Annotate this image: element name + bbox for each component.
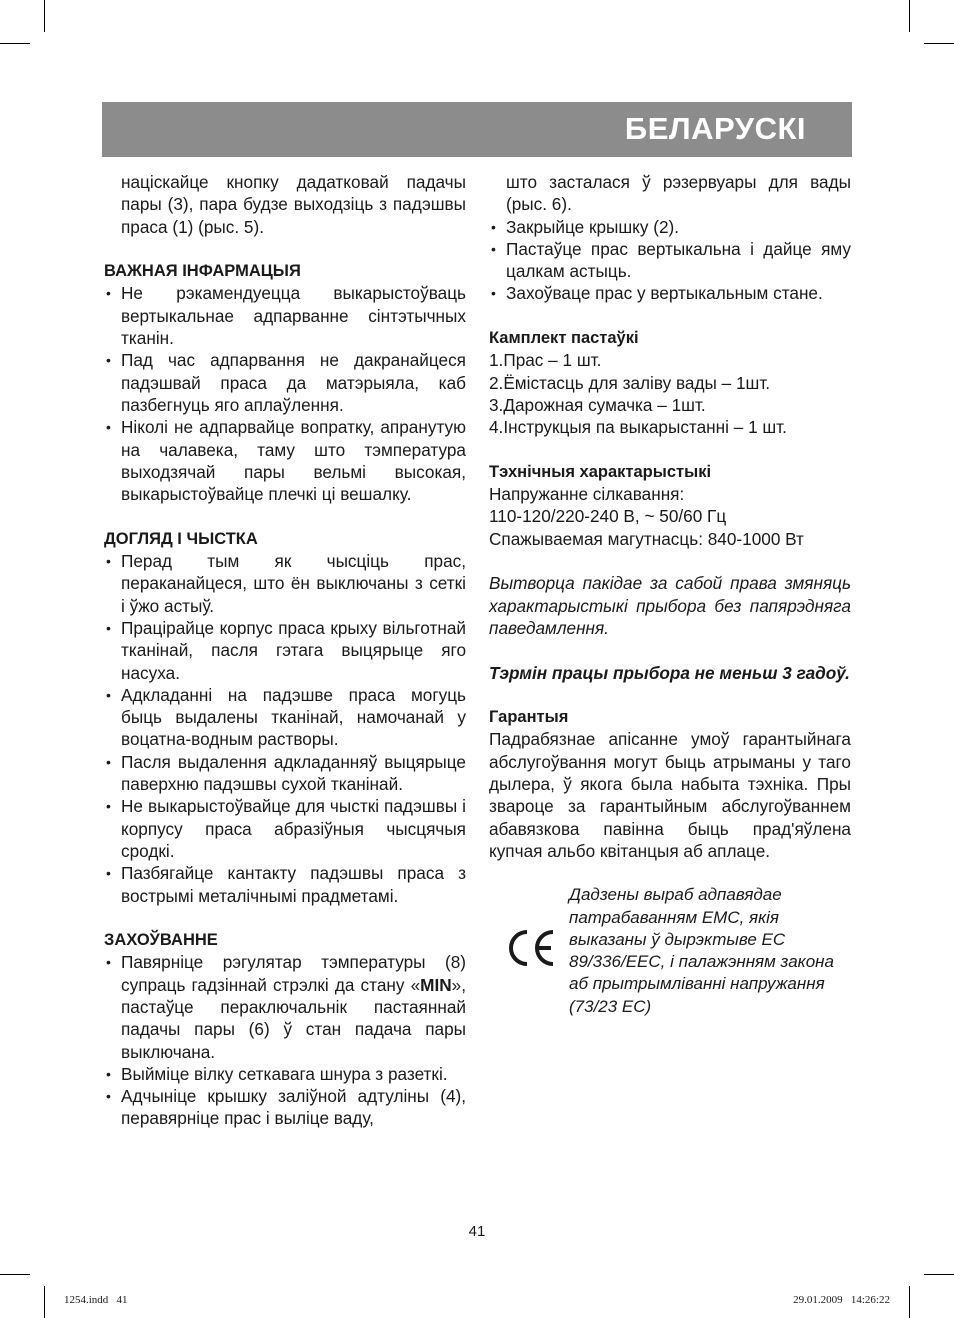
specs-heading: Тэхнічныя характарыстыкі [489,462,712,481]
spec-line: 110-120/220-240 В, ~ 50/60 Гц [489,506,727,527]
storage-heading: ЗАХОЎВАННЕ [104,931,218,950]
care-list [104,550,466,907]
crop-mark [924,1274,954,1275]
continued-paragraph: што засталася ў рэзервуары для вады (рыс. 6). [506,172,851,215]
list-item [104,951,466,1062]
crop-mark [44,1286,45,1318]
list-item: • Выйміце вілку сеткавага шнура з разеткі. [104,1063,466,1085]
manufacturer-notice: Вытворца пакідае за сабой права змяняць характарыстыкі прыбора без папярэдняга паведамлення. [489,573,851,638]
lifetime-notice: Тэрмін працы прыбора не меньш 3 гадоў. [489,662,850,683]
crop-mark [0,43,30,44]
min-label: MIN [420,974,452,995]
storage-list-continued [489,216,851,305]
list-item: • Ніколі не адпарвайце вопратку, апранутую на чалавека, таму што тэмпература выходзячай пары вельмі высокая, выкарыстоўвайце плечкі ці вешалку. [104,416,466,505]
left-column [104,171,466,1130]
ce-conformity-block [489,884,851,1024]
list-item: • Пазбягайце кантакту падэшвы праса з вострымі металічнымі прадметамі. [104,862,466,907]
crop-mark [909,0,910,32]
ce-mark-icon [505,928,557,968]
page-number: 41 [468,1223,486,1240]
list-item: • Захоўвацe прас у вертыкальным стане. [489,282,851,304]
kit-item: 2.Ёмістасць для заліву вады – 1шт. [489,372,771,393]
list-item: • Працірайце корпус праса крыху вільготнай тканінай, пасля гэтага выцярыце яго насуха. [104,617,466,684]
crop-mark [0,1274,30,1275]
list-item: • Не выкарыстоўвайце для чысткі падэшвы і корпусу праса абразіўныя чысцячыя сродкі. [104,795,466,862]
kit-item: 1.Прас – 1 шт. [489,350,602,371]
intro-paragraph: націскайце кнопку дадатковай падачы пары (3), пара будзе выходзіць з падэшвы праса (1) (рыс. 5). [121,172,466,237]
language-title: БЕЛАРУСКІ [624,111,806,146]
crop-mark [909,1286,910,1318]
storage-item-text: », пастаўце пераключальнік пастаяннай падачы пары (6) ў стан падача пары выключана. [121,974,466,1062]
list-item: • Пастаўце прас вертыкальна і дайце яму цалкам астыць. [489,238,851,283]
kit-item: 3.Дарожная сумачка – 1шт. [489,394,706,415]
spec-line: Напружанне сілкавання: [489,484,685,505]
care-heading: ДОГЛЯД І ЧЫСТКА [104,529,258,548]
kit-item: 4.Інструкцыя па выкарыстанні – 1 шт. [489,417,787,438]
list-item: • Адчыніце крышку заліўной адтуліны (4), перавярніце прас і выліце ваду, [104,1085,466,1130]
important-heading: ВАЖНАЯ ІНФАРМАЦЫЯ [104,262,301,281]
crop-mark [924,43,954,44]
right-column [489,171,851,1024]
list-item: • Перад тым як чысціць прас, пераканайцеся, што ён выключаны з сеткі і ўжо астыў. [104,550,466,617]
list-item: • Закрыйце крышку (2). [489,216,851,238]
list-item: • Пасля выдалення адкладанняў выцярыце паверхню падэшвы сухой тканінай. [104,751,466,796]
ce-text: Дадзены выраб адпавядае патрабаванням ЕМС, якія выказаны ў дырэктыве ЕС 89/336/ЕЕС, і палажэнням закона аб прытрымліванні напружання (73/23 ЕС) [569,885,834,1016]
storage-item-text: Павярніце рэгулятар тэмпературы (8) супраць гадзіннай стрэлкі да стану « [121,952,466,995]
spec-line: Спажываемая магутнасць: 840-1000 Вт [489,528,804,549]
list-item: • Пад час адпарвання не дакранайцеся падэшвай праса да матэрыяла, каб пазбегнуць яго аплаўлення. [104,349,466,416]
date-slug: 29.01.2009 14:26:22 [793,1294,890,1306]
warranty-heading: Гарантыя [489,708,569,727]
list-item: • Не рэкамендуецца выкарыстоўваць вертыкальнае адпарванне сінтэтычных тканін. [104,282,466,349]
kit-heading: Камплект пастаўкі [489,329,639,348]
important-list [104,282,466,505]
language-header-band [102,102,852,157]
storage-list [104,951,466,1129]
file-slug: 1254.indd 41 [64,1294,128,1306]
list-item: • Адкладанні на падэшве праса могуць быць выдалены тканінай, намочанай у воцатна-водным растворы. [104,684,466,751]
warranty-text: Падрабязнае апісанне умоў гарантыйнага абслугоўвання могут быць атрыманы у таго дылера, ў якога была набыта тэхніка. Пры звароце за гарантыйным абслугоўваннем абавязкова павінна быць прад'яўлена купчая альбо квітанцыя аб аплаце. [489,729,851,861]
crop-mark [44,0,45,32]
